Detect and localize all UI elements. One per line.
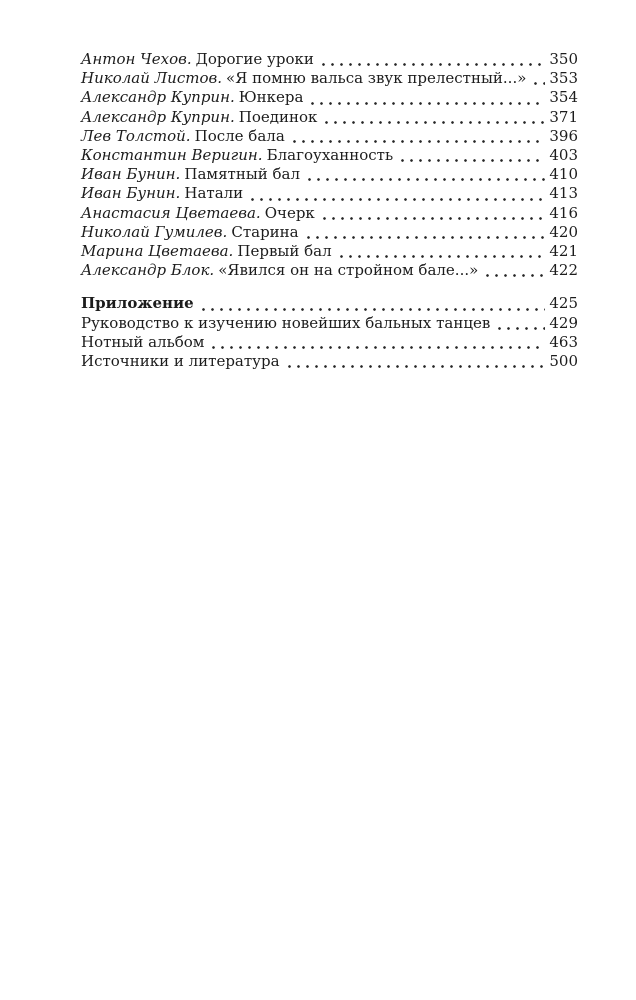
dot-leader (248, 187, 545, 202)
toc-row (81, 242, 578, 261)
toc-title: «Явился он на стройном бале...» (218, 261, 479, 280)
toc-page-number: 353 (549, 69, 578, 88)
toc-row (81, 223, 578, 242)
toc-title: Нотный альбом (81, 332, 205, 351)
toc-page-number: 410 (549, 165, 578, 184)
dot-leader (304, 225, 546, 240)
toc-title: После бала (194, 126, 285, 145)
toc-title: Источники и литература (81, 352, 280, 371)
toc-title: Дорогие уроки (195, 50, 314, 68)
dot-leader (319, 52, 546, 67)
toc-author: Анастасия Цветаева. (81, 203, 261, 222)
dot-leader (308, 91, 545, 106)
toc-title: Юнкера (238, 88, 304, 107)
toc-page-number: 403 (549, 146, 578, 165)
dot-leader (305, 167, 545, 182)
toc-page-number: 500 (549, 352, 578, 371)
toc-title: Памятный бал (184, 165, 301, 184)
toc-row (81, 165, 578, 184)
dot-leader (322, 110, 545, 125)
toc-row (81, 69, 578, 88)
dot-leader (531, 71, 545, 86)
toc-page-number: 421 (549, 242, 578, 261)
toc-author: Николай Листов. (81, 69, 222, 88)
toc-title: Старина (231, 222, 299, 241)
dot-leader (285, 354, 546, 369)
book-page (81, 50, 578, 371)
dot-leader (199, 297, 546, 312)
toc-page-number: 463 (549, 332, 578, 351)
toc-page-number: 413 (549, 184, 578, 203)
toc-author: Константин Веригин. (81, 146, 263, 165)
toc-row (81, 261, 578, 280)
toc-page-number: 420 (549, 222, 578, 241)
toc-row (81, 294, 578, 313)
dot-leader (398, 148, 545, 163)
toc-author: Александр Куприн. (81, 88, 235, 107)
toc-row (81, 146, 578, 165)
toc-page-number: 416 (549, 203, 578, 222)
toc-appendix-section (81, 294, 578, 371)
toc-author: Иван Бунин. (81, 184, 181, 203)
toc-title: Натали (184, 184, 244, 203)
toc-author: Александр Куприн. (81, 107, 235, 126)
toc-author: Иван Бунин. (81, 165, 181, 184)
toc-page-number: 425 (549, 294, 578, 313)
dot-leader (495, 316, 545, 331)
toc-page-number: 422 (549, 261, 578, 280)
dot-leader (483, 263, 545, 278)
toc-page-number: 350 (549, 50, 578, 68)
dot-leader (337, 244, 546, 259)
toc-page-number: 354 (549, 88, 578, 107)
toc-row (81, 50, 578, 69)
toc-title: Приложение (81, 294, 194, 313)
toc-title: Руководство к изучению новейших бальных танцев (81, 313, 491, 332)
dot-leader (320, 206, 546, 221)
toc-page-number: 371 (549, 107, 578, 126)
toc-row (81, 352, 578, 371)
toc-title: Очерк (264, 203, 315, 222)
toc-page-number: 429 (549, 313, 578, 332)
toc-row (81, 108, 578, 127)
toc-row (81, 333, 578, 352)
toc-title: Первый бал (237, 242, 332, 261)
dot-leader (290, 129, 546, 144)
toc-title: Поединок (238, 107, 318, 126)
toc-title: Благоуханность (266, 146, 394, 165)
toc-row (81, 88, 578, 107)
toc-row (81, 127, 578, 146)
toc-author: Николай Гумилев. (81, 222, 228, 241)
toc-author: Лев Толстой. (81, 126, 191, 145)
toc-title: «Я помню вальса звук прелестный...» (226, 69, 527, 88)
dot-leader (209, 335, 545, 350)
toc-author: Марина Цветаева. (81, 242, 234, 261)
toc-row (81, 184, 578, 203)
toc-page-number: 396 (549, 126, 578, 145)
toc-row (81, 204, 578, 223)
toc-author: Александр Блок. (81, 261, 215, 280)
toc-author: Антон Чехов. (81, 50, 192, 68)
toc-main-section (81, 50, 578, 280)
toc-row (81, 314, 578, 333)
